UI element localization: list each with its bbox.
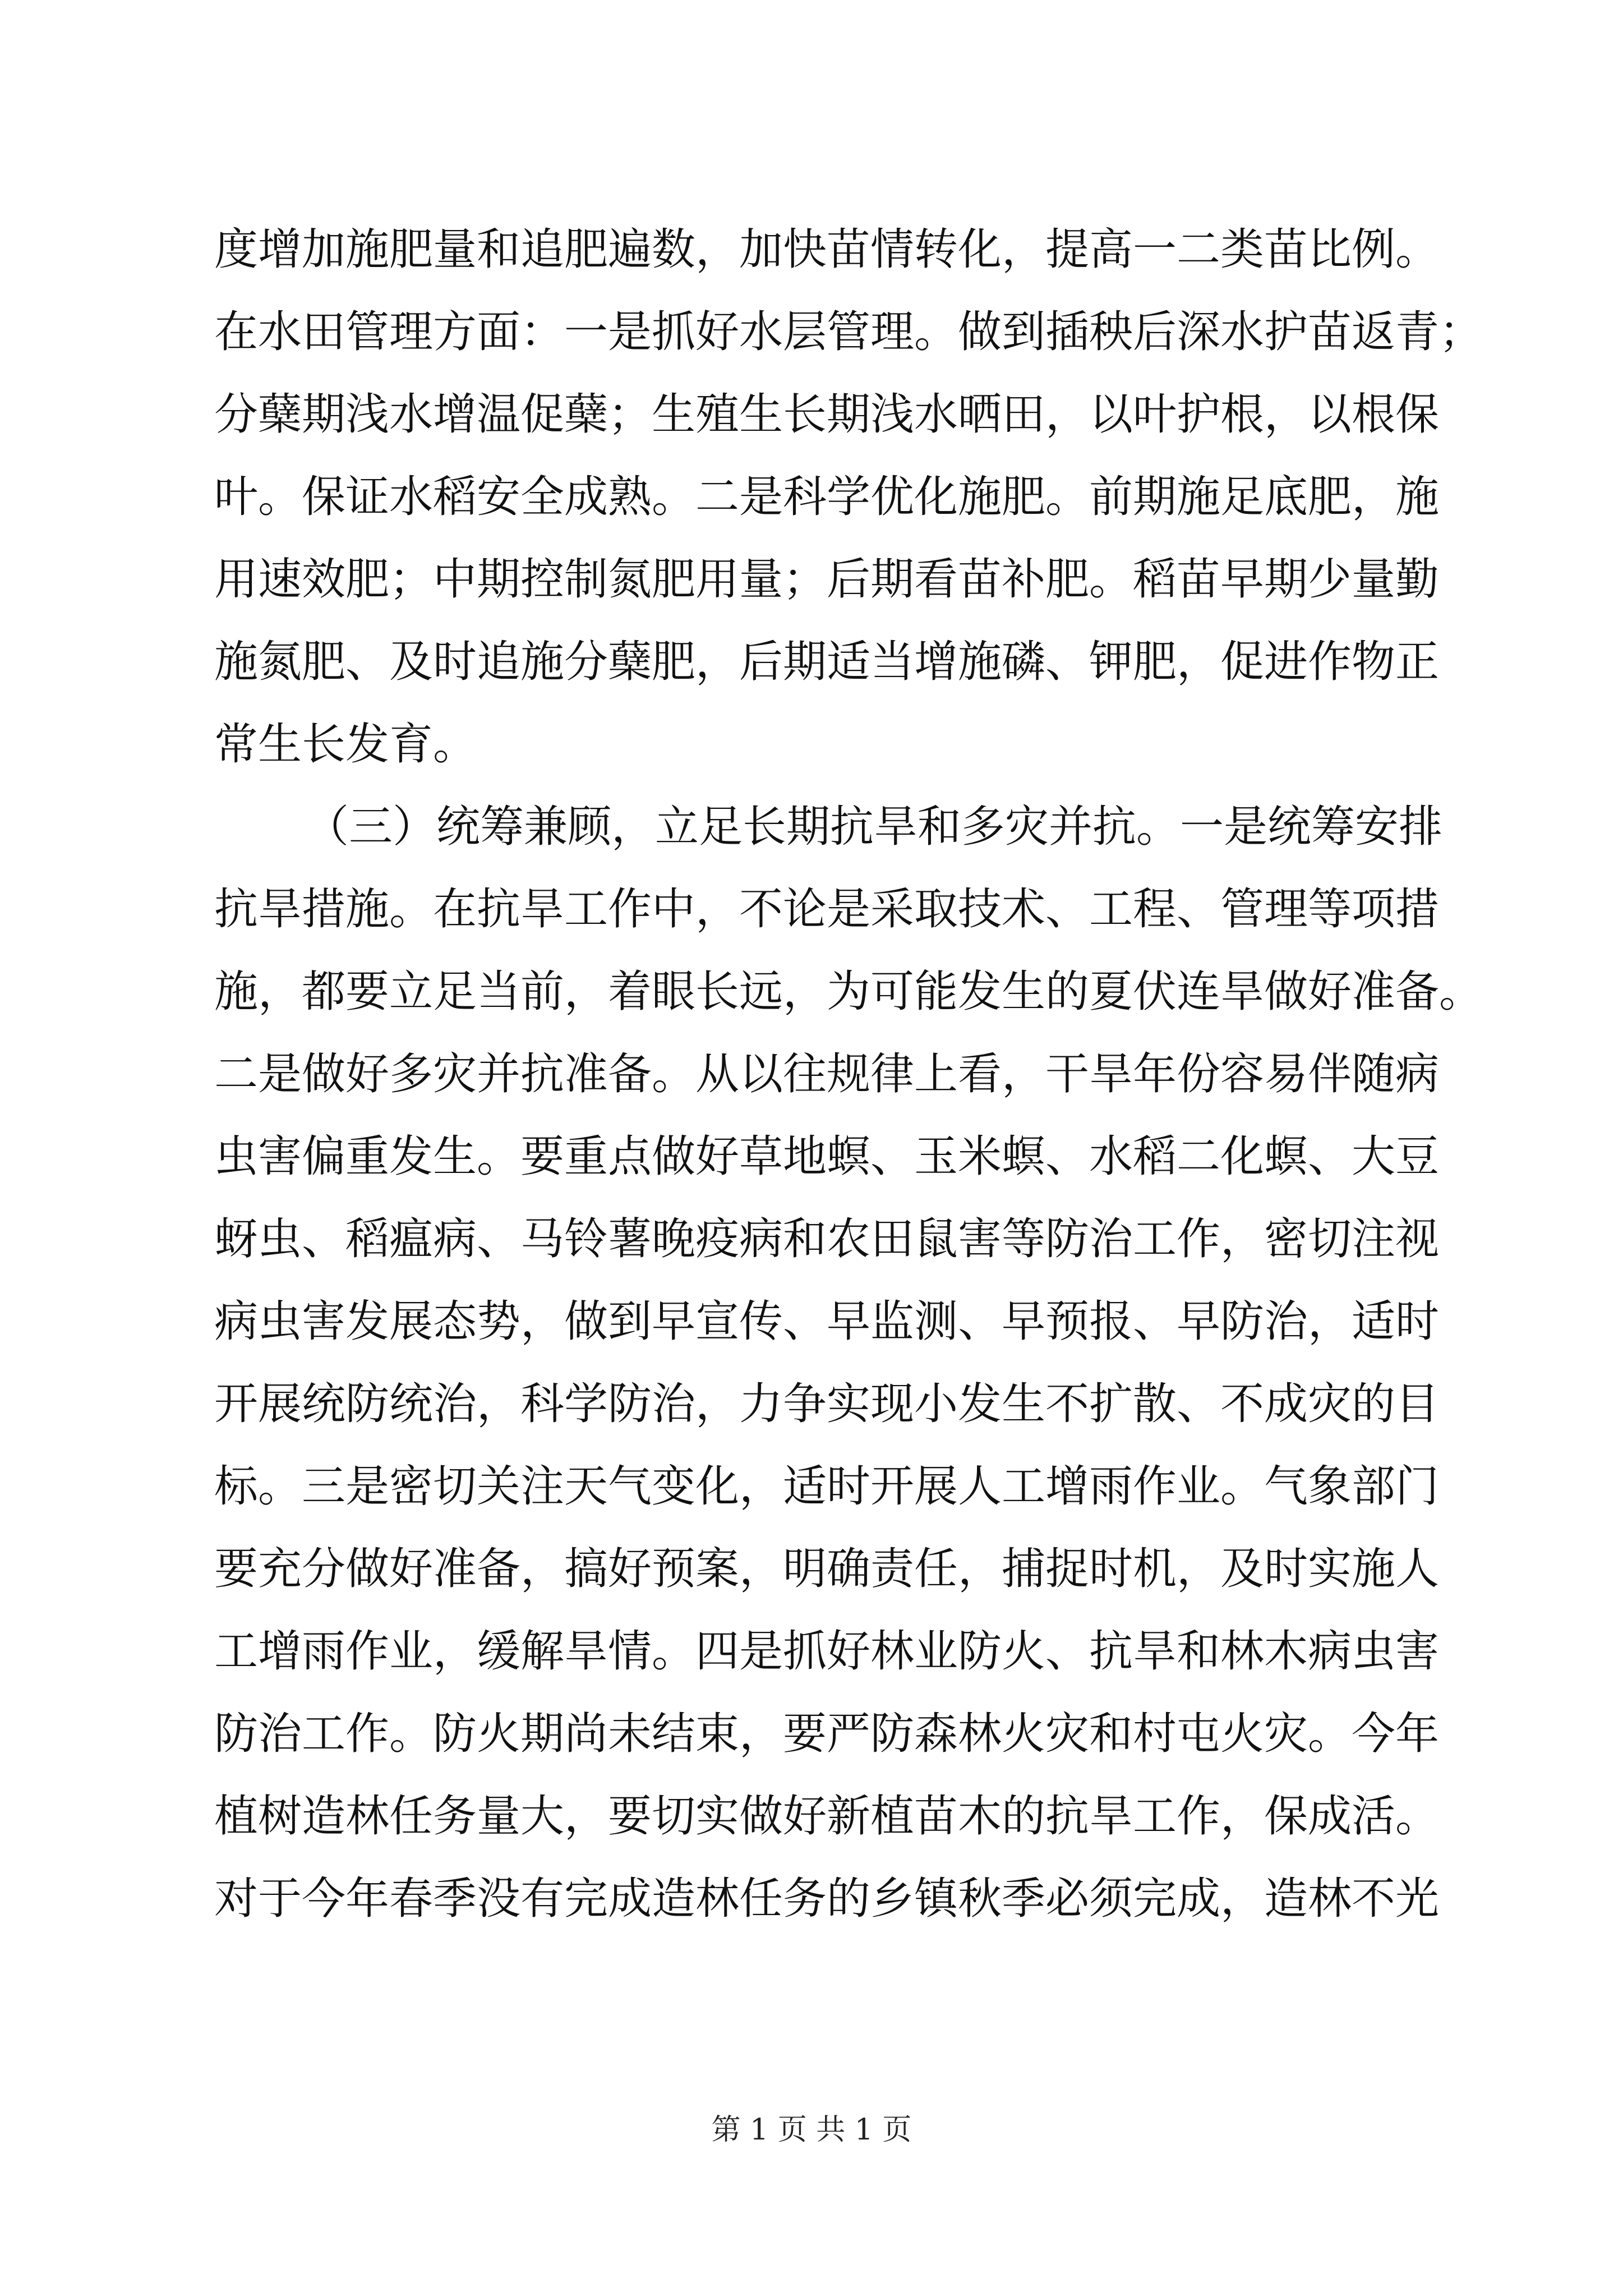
text-line: 植树造林任务量大，要切实做好新植苗木的抗旱工作，保成活。 [214, 1791, 1440, 1842]
page-footer: 第 1 页 共 1 页 [711, 2113, 912, 2147]
section-heading-line: （三）统筹兼顾，立足长期抗旱和多灾并抗。一是统筹安排 [305, 802, 1443, 852]
text-line: 虫害偏重发生。要重点做好草地螟、玉米螟、水稻二化螟、大豆 [214, 1131, 1440, 1182]
text-line: 度增加施肥量和追肥遍数，加快苗情转化，提高一二类苗比例。 [214, 224, 1440, 275]
text-line: 用速效肥；中期控制氮肥用量；后期看苗补肥。稻苗早期少量勤 [214, 554, 1440, 605]
body-text [214, 209, 1483, 1940]
text-line: 分蘖期浅水增温促蘖；生殖生长期浅水晒田，以叶护根，以根保 [214, 389, 1440, 440]
text-line: 开展统防统治，科学防治，力争实现小发生不扩散、不成灾的目 [214, 1379, 1440, 1429]
text-line: 二是做好多灾并抗准备。从以往规律上看，干旱年份容易伴随病 [214, 1049, 1440, 1099]
text-line: 对于今年春季没有完成造林任务的乡镇秋季必须完成，造林不光 [214, 1874, 1440, 1924]
text-line: 叶。保证水稻安全成熟。二是科学优化施肥。前期施足底肥，施 [214, 472, 1440, 522]
text-line: 施氮肥、及时追施分蘖肥，后期适当增施磷、钾肥，促进作物正 [214, 637, 1440, 687]
text-line: 常生长发育。 [214, 719, 477, 770]
text-line: 蚜虫、稻瘟病、马铃薯晚疫病和农田鼠害等防治工作，密切注视 [214, 1214, 1440, 1264]
text-line: 病虫害发展态势，做到早宣传、早监测、早预报、早防治，适时 [214, 1296, 1440, 1347]
text-line: 在水田管理方面：一是抓好水层管理。做到插秧后深水护苗返青； [214, 307, 1483, 357]
text-line: 施，都要立足当前，着眼长远，为可能发生的夏伏连旱做好准备。 [214, 967, 1483, 1017]
text-line: 抗旱措施。在抗旱工作中，不论是采取技术、工程、管理等项措 [214, 884, 1440, 935]
text-line: 标。三是密切关注天气变化，适时开展人工增雨作业。气象部门 [214, 1461, 1440, 1512]
text-line: 要充分做好准备，搞好预案，明确责任，捕捉时机，及时实施人 [214, 1544, 1440, 1594]
text-line: 防治工作。防火期尚未结束，要严防森林火灾和村屯火灾。今年 [214, 1709, 1440, 1759]
text-line: 工增雨作业，缓解旱情。四是抓好林业防火、抗旱和林木病虫害 [214, 1626, 1440, 1677]
